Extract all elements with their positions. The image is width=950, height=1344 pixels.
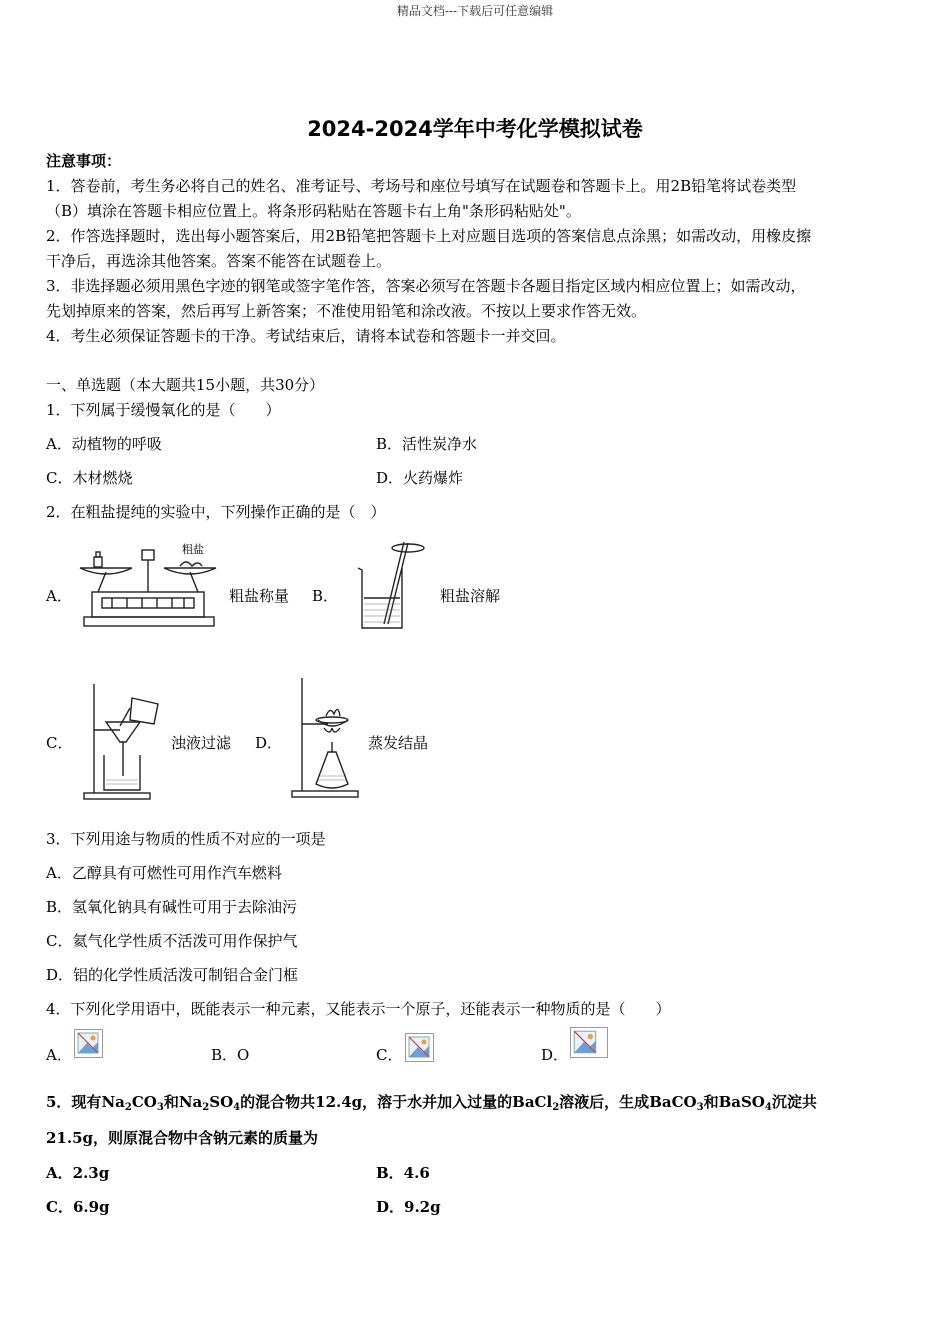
q5-stem-line2: 21.5g，则原混合物中含钠元素的质量为 — [46, 1129, 319, 1147]
page-header: 精品文档---下载后可任意编辑 — [396, 4, 554, 18]
note-2a: 2．作答选择题时，选出每小题答案后，用2B铅笔把答题卡上对应题目选项的答案信息点涂黑；如需改动，用橡皮擦 — [46, 227, 812, 245]
note-1a: 1．答卷前，考生务必将自己的姓名、准考证号、考场号和座位号填写在试题卷和答题卡上。用2B铅笔将试卷类型 — [46, 177, 797, 195]
q2-option-c-letter: C． — [46, 734, 73, 752]
formula-baso4: BaSO$_4$ — [718, 1093, 772, 1113]
q1-option-d: D．火药爆炸 — [376, 469, 464, 487]
note-4: 4．考生必须保证答题卡的干净。考试结束后，请将本试卷和答题卡一并交回。 — [46, 327, 566, 345]
q1-option-c: C．木材燃烧 — [46, 469, 133, 487]
q4-option-b: B．O — [211, 1046, 250, 1064]
q4-option-d: D． — [541, 1046, 569, 1064]
note-3b: 先划掉原来的答案，然后再写上新答案；不准使用铅笔和涂改液。不按以上要求作答无效。 — [46, 302, 647, 320]
q2-option-d-letter: D． — [255, 734, 283, 752]
formula-na2co3: $Na_2CO_3$ — [101, 1093, 164, 1113]
q2-option-b-letter: B． — [312, 587, 339, 605]
q2-option-a-text: 粗盐称量 — [229, 587, 290, 605]
q4-option-a: A． — [46, 1046, 72, 1064]
evaporation-figure — [290, 676, 370, 798]
q4-option-c: C． — [376, 1046, 403, 1064]
q3-option-b: B．氢氧化钠具有碱性可用于去除油污 — [46, 898, 298, 916]
formula-na2so4: $Na_2SO_4$ — [178, 1093, 241, 1113]
balance-scale-figure — [72, 540, 222, 630]
note-3a: 3．非选择题必须用黑色字迹的钢笔或签字笔作答，答案必须写在答题卡各题目指定区域内相应位置上；如需改动， — [46, 277, 806, 295]
q1-stem: 1．下列属于缓慢氧化的是（ ） — [46, 401, 281, 419]
formula-baco3: BaCO$_3$ — [649, 1093, 704, 1113]
broken-image-icon — [405, 1033, 434, 1062]
q5-option-b: B．4.6 — [376, 1164, 430, 1182]
q2-stem: 2．在粗盐提纯的实验中，下列操作正确的是（ ） — [46, 503, 386, 521]
q5-option-d: D．9.2g — [376, 1198, 441, 1216]
notes-heading: 注意事项： — [46, 152, 122, 170]
q2-option-b-text: 粗盐溶解 — [440, 587, 501, 605]
q3-option-a: A．乙醇具有可燃性可用作汽车燃料 — [46, 864, 282, 882]
q5-option-c: C．6.9g — [46, 1198, 110, 1216]
q5-option-a: A．2.3g — [46, 1164, 110, 1182]
q3-stem: 3．下列用途与物质的性质不对应的一项是 — [46, 830, 326, 848]
broken-image-icon — [74, 1029, 103, 1058]
q5-stem-line1: 5．现有$Na_2CO_3$和$Na_2SO_4$的混合物共12.4g，溶于水并加入过量的BaCl$_2$溶液后，生成BaCO$_3$和BaSO$_4$沉淀共 — [46, 1093, 817, 1113]
beaker-stirring-figure — [350, 538, 430, 633]
q1-option-a: A．动植物的呼吸 — [46, 435, 162, 453]
note-2b: 干净后，再选涂其他答案。答案不能答在试题卷上。 — [46, 252, 392, 270]
formula-bacl2: BaCl$_2$ — [512, 1093, 560, 1113]
q3-option-c: C．氦气化学性质不活泼可用作保护气 — [46, 932, 298, 950]
filtration-figure — [80, 680, 170, 802]
q1-option-b: B．活性炭净水 — [376, 435, 478, 453]
broken-image-icon — [570, 1027, 608, 1058]
scale-label: 粗盐 — [182, 543, 204, 556]
q3-option-d: D．铝的化学性质活泼可制铝合金门框 — [46, 966, 299, 984]
section-heading: 一、单选题（本大题共15小题，共30分） — [46, 376, 325, 394]
page-title: 2024-2024学年中考化学模拟试卷 — [307, 117, 643, 141]
note-1b: （B）填涂在答题卡相应位置上。将条形码粘贴在答题卡右上角"条形码粘贴处"。 — [46, 202, 581, 220]
q4-stem: 4．下列化学用语中，既能表示一种元素，又能表示一个原子，还能表示一种物质的是（ ） — [46, 1000, 671, 1018]
q2-option-d-text: 蒸发结晶 — [368, 734, 429, 752]
q2-option-a-letter: A． — [46, 587, 72, 605]
q2-option-c-text: 浊液过滤 — [171, 734, 232, 752]
